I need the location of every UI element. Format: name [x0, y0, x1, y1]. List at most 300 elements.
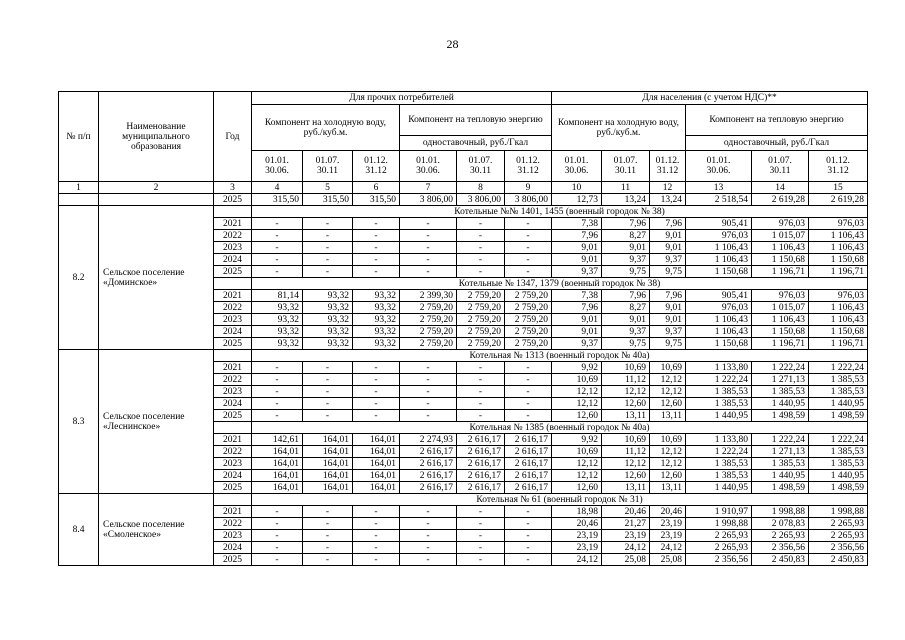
table-cell: 1 196,71: [809, 266, 868, 278]
table-cell: -: [353, 386, 400, 398]
table-cell: 20,46: [650, 506, 686, 518]
table-cell: 2 265,93: [686, 530, 752, 542]
table-cell: 2 759,20: [400, 302, 457, 314]
table-cell: 1 440,95: [752, 470, 809, 482]
table-cell: 18,98: [552, 506, 602, 518]
table-cell: 9,37: [650, 326, 686, 338]
table-cell: 1 385,53: [809, 458, 868, 470]
boiler-subheader-row: [59, 206, 868, 218]
table-cell: -: [457, 398, 505, 410]
table-cell: 2 616,17: [400, 482, 457, 494]
table-cell: 13,11: [602, 410, 650, 422]
year-cell: 2025: [214, 554, 252, 566]
table-cell: 11,12: [602, 446, 650, 458]
table-cell: 1 910,97: [686, 506, 752, 518]
year-cell: 2024: [214, 470, 252, 482]
table-cell: -: [353, 398, 400, 410]
table-cell: 13,11: [602, 482, 650, 494]
table-cell: 2 759,20: [400, 326, 457, 338]
table-cell: 1 222,24: [752, 362, 809, 374]
municipality-name: Сельское поселение «Леснинское»: [99, 350, 214, 494]
boiler-title: Котельная № 1385 (военный городок № 40а): [252, 422, 868, 434]
year-cell: 2023: [214, 386, 252, 398]
table-cell: 164,01: [303, 482, 353, 494]
table-cell: -: [353, 362, 400, 374]
table-cell: -: [252, 410, 303, 422]
table-cell: -: [457, 506, 505, 518]
table-cell: 1 440,95: [809, 470, 868, 482]
table-cell: -: [303, 410, 353, 422]
table-cell: -: [400, 386, 457, 398]
table-cell: 164,01: [252, 458, 303, 470]
tariff-table: [58, 91, 868, 566]
table-cell: 1 015,07: [752, 302, 809, 314]
table-cell: -: [457, 386, 505, 398]
table-cell: 2 265,93: [686, 542, 752, 554]
table-cell: 21,27: [602, 518, 650, 530]
year-cell: 2025: [214, 410, 252, 422]
table-cell: 164,01: [353, 470, 400, 482]
table-cell: 1 150,68: [809, 326, 868, 338]
table-cell: 81,14: [252, 290, 303, 302]
table-cell: 2 356,56: [752, 542, 809, 554]
table-cell: 20,46: [602, 506, 650, 518]
table-cell: 164,01: [353, 458, 400, 470]
table-cell: -: [400, 242, 457, 254]
table-cell: -: [303, 266, 353, 278]
municipality-name: Сельское поселение «Доминское»: [99, 206, 214, 350]
table-cell: 164,01: [303, 458, 353, 470]
year-cell: 2022: [214, 518, 252, 530]
table-cell: 2 616,17: [505, 482, 552, 494]
column-number: 5: [303, 182, 353, 194]
header-group-population: Для населения (с учетом НДС)**: [552, 92, 868, 105]
table-cell: 24,12: [650, 542, 686, 554]
table-cell-empty: [59, 194, 99, 206]
table-cell: 1 150,68: [809, 254, 868, 266]
table-cell-empty: [214, 350, 252, 362]
table-cell: 9,92: [552, 434, 602, 446]
column-number: 12: [650, 182, 686, 194]
table-cell: 1 133,80: [686, 434, 752, 446]
table-cell: -: [505, 410, 552, 422]
table-cell: 9,75: [650, 338, 686, 350]
table-cell: -: [252, 386, 303, 398]
header-col-num: № п/п: [59, 92, 99, 182]
table-cell: -: [353, 518, 400, 530]
table-cell: 12,12: [650, 446, 686, 458]
table-cell: 164,01: [353, 446, 400, 458]
table-cell: -: [303, 542, 353, 554]
table-cell: 1 106,43: [809, 230, 868, 242]
table-cell: 1 385,53: [686, 458, 752, 470]
table-cell: 1 150,68: [686, 338, 752, 350]
header-date: 01.07. 30.11: [457, 151, 505, 182]
table-cell: 10,69: [552, 374, 602, 386]
table-cell: 3 806,00: [457, 194, 505, 206]
table-cell: 2 616,17: [505, 470, 552, 482]
table-cell: 9,01: [552, 254, 602, 266]
table-cell: 9,37: [552, 266, 602, 278]
table-cell: 9,01: [552, 242, 602, 254]
header-heat-single-other: одноставочный, руб./Гкал: [400, 136, 552, 151]
table-cell: -: [400, 230, 457, 242]
table-cell: 2 616,17: [457, 446, 505, 458]
table-cell: 976,03: [752, 290, 809, 302]
table-cell: 2 078,83: [752, 518, 809, 530]
table-cell: -: [457, 542, 505, 554]
table-cell: 9,75: [650, 266, 686, 278]
table-cell: 1 498,59: [809, 482, 868, 494]
header-date: 01.01. 30.06.: [686, 151, 752, 182]
table-cell: 12,12: [650, 386, 686, 398]
header-group-other: Для прочих потребителей: [252, 92, 552, 105]
table-cell: 13,11: [650, 410, 686, 422]
table-cell: 24,12: [602, 542, 650, 554]
year-cell: 2022: [214, 446, 252, 458]
table-cell: -: [457, 218, 505, 230]
table-cell: 164,01: [303, 446, 353, 458]
table-cell: 13,24: [650, 194, 686, 206]
header-date: 01.07. 30.11: [752, 151, 809, 182]
table-cell: 2 616,17: [457, 434, 505, 446]
table-cell: 1 385,53: [809, 386, 868, 398]
table-cell-empty: [214, 206, 252, 218]
table-cell: 1 106,43: [686, 326, 752, 338]
boiler-title: Котельные № 1347, 1379 (военный городок № 38): [252, 278, 868, 290]
table-cell: 10,69: [602, 434, 650, 446]
table-cell: 93,32: [303, 314, 353, 326]
table-cell: 9,01: [602, 242, 650, 254]
table-cell: -: [252, 362, 303, 374]
table-cell: 2 616,17: [457, 470, 505, 482]
table-cell: -: [457, 518, 505, 530]
year-cell: 2024: [214, 398, 252, 410]
table-cell: -: [353, 554, 400, 566]
table-cell: -: [252, 506, 303, 518]
table-cell: 2 759,20: [457, 326, 505, 338]
table-cell: 12,60: [602, 398, 650, 410]
section-index: 8.4: [59, 494, 99, 566]
table-cell: 12,12: [552, 458, 602, 470]
year-cell: 2021: [214, 506, 252, 518]
year-cell: 2021: [214, 434, 252, 446]
table-cell: 12,12: [552, 470, 602, 482]
table-cell: -: [303, 218, 353, 230]
table-cell: 1 106,43: [686, 314, 752, 326]
column-number: 4: [252, 182, 303, 194]
table-cell: -: [505, 542, 552, 554]
header-date: 01.07. 30.11: [602, 151, 650, 182]
header-heat-single-population: одноставочный, руб./Гкал: [686, 136, 868, 151]
table-cell: 1 440,95: [686, 410, 752, 422]
table-cell: 1 222,24: [686, 374, 752, 386]
year-cell: 2023: [214, 314, 252, 326]
table-cell: 1 385,53: [752, 386, 809, 398]
municipality-name: Сельское поселение «Смоленское»: [99, 494, 214, 566]
table-cell: -: [353, 530, 400, 542]
table-cell: 20,46: [552, 518, 602, 530]
column-number: 15: [809, 182, 868, 194]
table-cell: -: [505, 518, 552, 530]
table-cell: 93,32: [252, 302, 303, 314]
table-cell: -: [400, 530, 457, 542]
year-cell: 2022: [214, 302, 252, 314]
table-cell: 12,12: [552, 398, 602, 410]
table-cell: 9,01: [650, 242, 686, 254]
section-index: 8.3: [59, 350, 99, 494]
table-cell: 1 440,95: [752, 398, 809, 410]
table-cell: 1 998,88: [686, 518, 752, 530]
table-cell: -: [303, 386, 353, 398]
table-cell: 93,32: [353, 290, 400, 302]
table-cell: -: [353, 242, 400, 254]
table-cell: -: [505, 218, 552, 230]
table-cell: -: [400, 374, 457, 386]
table-cell: 1 385,53: [686, 386, 752, 398]
table-cell: 12,60: [650, 470, 686, 482]
page-number: 28: [446, 37, 459, 51]
table-cell: 2 616,17: [457, 482, 505, 494]
table-cell: 9,92: [552, 362, 602, 374]
table-cell: 9,37: [650, 254, 686, 266]
table-cell: 164,01: [353, 434, 400, 446]
table-cell: 1 106,43: [809, 302, 868, 314]
table-cell: 9,01: [650, 302, 686, 314]
table-cell: -: [505, 254, 552, 266]
table-cell: 23,19: [602, 530, 650, 542]
table-cell: 1 106,43: [752, 314, 809, 326]
header-col-name: Наименование муниципального образования: [99, 92, 214, 182]
table-cell: 2 759,20: [505, 290, 552, 302]
table-cell: 7,96: [650, 290, 686, 302]
table-cell: -: [400, 398, 457, 410]
table-cell: -: [457, 242, 505, 254]
table-cell: 2 616,17: [400, 446, 457, 458]
table-cell: -: [400, 410, 457, 422]
table-cell: -: [457, 554, 505, 566]
table-cell: -: [353, 506, 400, 518]
table-cell: -: [252, 374, 303, 386]
column-number: 9: [505, 182, 552, 194]
table-cell: -: [252, 554, 303, 566]
table-cell: 93,32: [252, 326, 303, 338]
column-number: 13: [686, 182, 752, 194]
table-cell: 1 222,24: [752, 434, 809, 446]
table-cell: -: [353, 266, 400, 278]
section-index: 8.2: [59, 206, 99, 350]
table-cell-empty: [214, 494, 252, 506]
table-cell: 1 150,68: [752, 326, 809, 338]
table-cell: 2 759,20: [400, 314, 457, 326]
header-date: 01.01. 30.06.: [552, 151, 602, 182]
header-date: 01.01. 30.06.: [400, 151, 457, 182]
table-cell: 7,96: [552, 302, 602, 314]
table-cell: 9,75: [602, 338, 650, 350]
table-cell-empty: [214, 278, 252, 290]
table-cell: 1 385,53: [686, 398, 752, 410]
table-cell: 12,12: [650, 374, 686, 386]
table-cell: 1 106,43: [686, 254, 752, 266]
table-cell: 976,03: [686, 230, 752, 242]
table-cell: -: [457, 254, 505, 266]
header-date: 01.12. 31.12: [353, 151, 400, 182]
year-cell: 2021: [214, 218, 252, 230]
table-cell: -: [303, 230, 353, 242]
column-number: 1: [59, 182, 99, 194]
table-cell: -: [505, 506, 552, 518]
table-cell: 23,19: [552, 542, 602, 554]
year-cell: 2023: [214, 530, 252, 542]
table-cell: -: [400, 542, 457, 554]
table-cell: 93,32: [353, 302, 400, 314]
table-cell: 2 356,56: [686, 554, 752, 566]
table-cell: 315,50: [252, 194, 303, 206]
table-cell: 2 616,17: [400, 470, 457, 482]
table-cell: -: [252, 398, 303, 410]
table-cell: 2 759,20: [457, 302, 505, 314]
year-cell: 2022: [214, 374, 252, 386]
table-cell: 3 806,00: [505, 194, 552, 206]
table-cell: 2 450,83: [809, 554, 868, 566]
table-cell: -: [303, 362, 353, 374]
table-cell: 2 759,20: [505, 326, 552, 338]
table-cell: -: [303, 530, 353, 542]
table-cell: 24,12: [552, 554, 602, 566]
table-cell: 1 222,24: [809, 434, 868, 446]
table-cell: 7,96: [602, 290, 650, 302]
table-cell-empty: [99, 194, 214, 206]
table-cell: 1 498,59: [752, 482, 809, 494]
year-cell: 2024: [214, 254, 252, 266]
table-cell: 12,60: [602, 470, 650, 482]
table-cell: 1 106,43: [752, 242, 809, 254]
table-cell: 1 106,43: [686, 242, 752, 254]
table-cell: -: [457, 374, 505, 386]
table-cell: 164,01: [353, 482, 400, 494]
table-cell: 3 806,00: [400, 194, 457, 206]
table-cell: 1 385,53: [809, 446, 868, 458]
table-cell: -: [400, 362, 457, 374]
table-cell: 905,41: [686, 218, 752, 230]
table-cell: -: [457, 362, 505, 374]
table-cell: -: [353, 410, 400, 422]
table-cell: -: [303, 506, 353, 518]
header-comp-cold-other: Компонент на холодную воду, руб./куб.м.: [252, 105, 400, 151]
table-cell: 1 106,43: [809, 242, 868, 254]
header-col-year: Год: [214, 92, 252, 182]
table-body: [59, 182, 868, 566]
table-cell: 2 518,54: [686, 194, 752, 206]
year-cell: 2025: [214, 338, 252, 350]
table-cell: -: [252, 518, 303, 530]
table-cell: 12,12: [602, 458, 650, 470]
table-cell: 2 399,30: [400, 290, 457, 302]
table-cell: -: [252, 218, 303, 230]
table-cell: 1 385,53: [809, 374, 868, 386]
table-cell: -: [353, 218, 400, 230]
year-cell: 2025: [214, 266, 252, 278]
table-cell: -: [400, 266, 457, 278]
table-cell: 164,01: [252, 446, 303, 458]
table-cell: 1 150,68: [686, 266, 752, 278]
table-cell: 1 196,71: [752, 338, 809, 350]
header-comp-cold-population: Компонент на холодную воду, руб./куб.м.: [552, 105, 686, 151]
table-cell: 1 106,43: [809, 314, 868, 326]
table-header: [59, 92, 868, 182]
year-cell: 2023: [214, 242, 252, 254]
table-cell: 142,61: [252, 434, 303, 446]
table-cell: 1 196,71: [809, 338, 868, 350]
year-cell: 2023: [214, 458, 252, 470]
table-cell: 9,37: [602, 326, 650, 338]
table-cell: 9,01: [650, 314, 686, 326]
year-cell: 2025: [214, 482, 252, 494]
table-cell: 905,41: [686, 290, 752, 302]
table-cell: 2 759,20: [457, 338, 505, 350]
table-cell: -: [400, 518, 457, 530]
table-cell: 10,69: [650, 362, 686, 374]
table-cell: 164,01: [303, 434, 353, 446]
table-cell: 93,32: [303, 326, 353, 338]
table-cell: 2 759,20: [457, 314, 505, 326]
header-date: 01.07. 30.11: [303, 151, 353, 182]
table-cell: 93,32: [353, 326, 400, 338]
table-cell: -: [252, 230, 303, 242]
boiler-subheader-row: [59, 350, 868, 362]
table-cell: 2 616,17: [457, 458, 505, 470]
table-cell: 1 498,59: [752, 410, 809, 422]
table-cell: 164,01: [252, 482, 303, 494]
header-date: 01.12. 31.12: [505, 151, 552, 182]
column-number: 2: [99, 182, 214, 194]
table-cell: 13,24: [602, 194, 650, 206]
table-cell: -: [505, 266, 552, 278]
table-cell: 1 998,88: [752, 506, 809, 518]
table-cell: 25,08: [602, 554, 650, 566]
table-cell: 1 150,68: [752, 254, 809, 266]
table-cell: 93,32: [353, 338, 400, 350]
table-cell: 1 385,53: [752, 458, 809, 470]
table-cell: 12,12: [602, 386, 650, 398]
table-cell: -: [303, 518, 353, 530]
table-cell: -: [505, 362, 552, 374]
table-cell: 1 385,53: [686, 470, 752, 482]
table-cell: 2 759,20: [505, 302, 552, 314]
boiler-title: Котельные №№ 1401, 1455 (военный городок № 38): [252, 206, 868, 218]
table-cell: 976,03: [809, 290, 868, 302]
table-cell: -: [252, 266, 303, 278]
table-cell: 7,38: [552, 218, 602, 230]
table-cell: 9,01: [552, 314, 602, 326]
table-cell: 8,27: [602, 302, 650, 314]
year-cell: 2024: [214, 326, 252, 338]
table-cell: -: [353, 254, 400, 266]
boiler-title: Котельная № 1313 (военный городок № 40а): [252, 350, 868, 362]
column-number: 11: [602, 182, 650, 194]
table-cell: 1 498,59: [809, 410, 868, 422]
table-cell: -: [400, 554, 457, 566]
table-cell: 8,27: [602, 230, 650, 242]
table-cell: 315,50: [303, 194, 353, 206]
table-cell: 315,50: [353, 194, 400, 206]
table-cell: -: [457, 530, 505, 542]
table-cell: 23,19: [650, 530, 686, 542]
table-cell: 12,60: [650, 398, 686, 410]
table-cell: 1 222,24: [809, 362, 868, 374]
table-cell: 2 759,20: [505, 314, 552, 326]
table-cell: -: [505, 398, 552, 410]
